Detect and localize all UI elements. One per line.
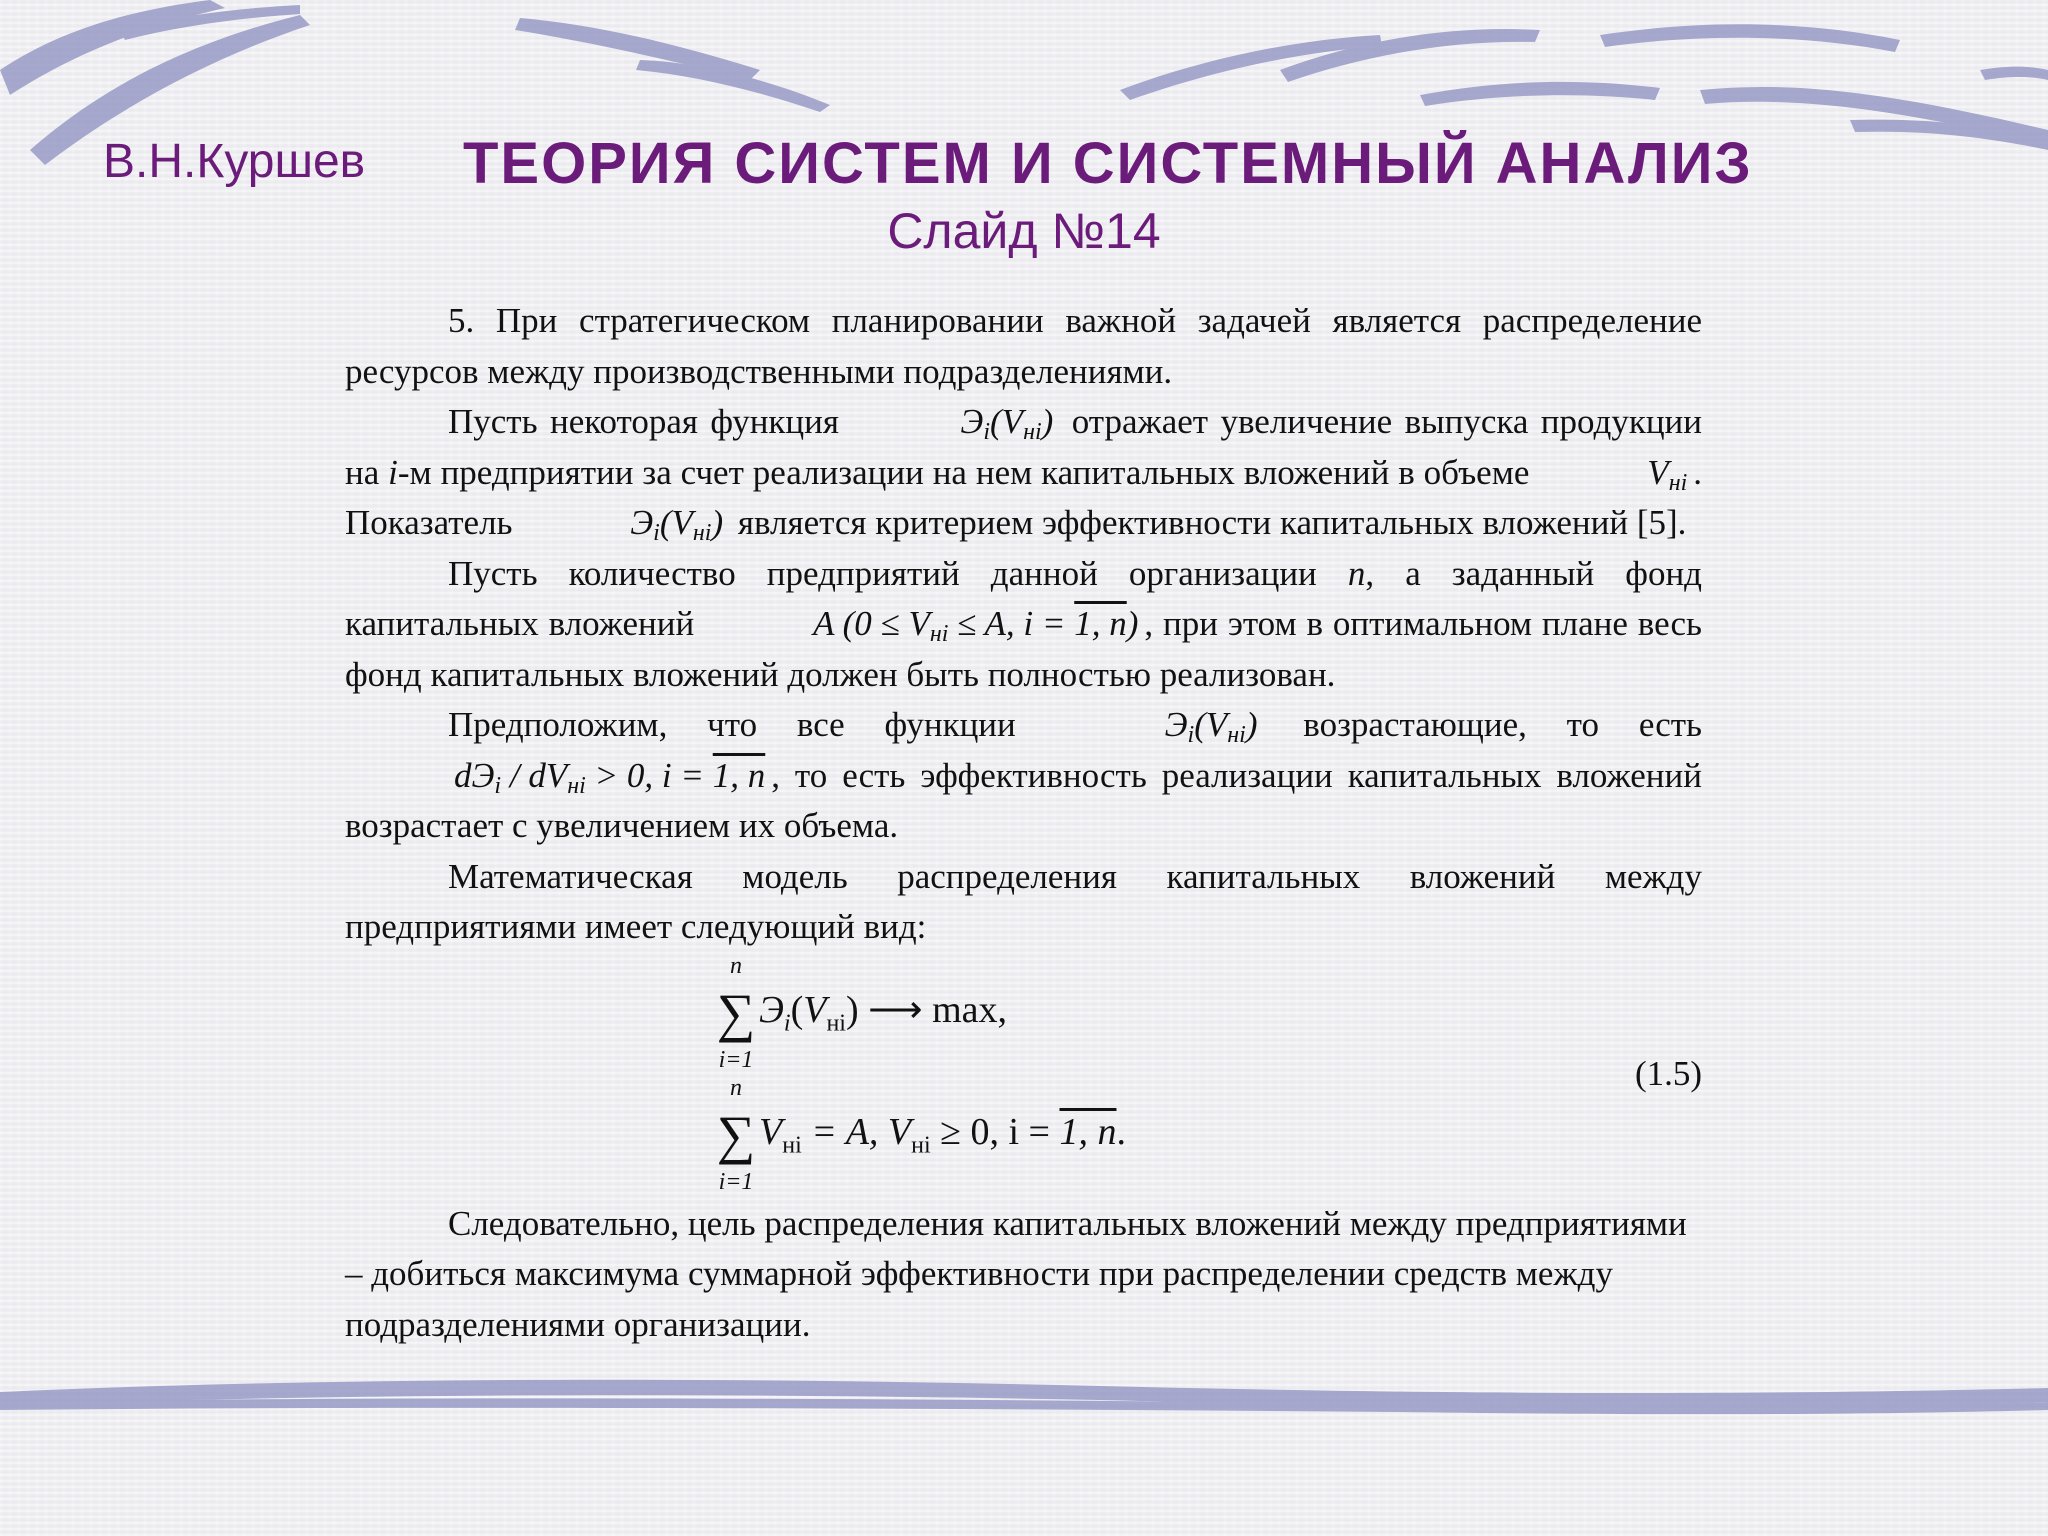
function-e-v: $Э_i(V_{нi})$ <box>960 402 1054 445</box>
paragraph-3 <box>345 549 1702 701</box>
text-run: . Показатель <box>345 452 1703 542</box>
variable-v: $V_{нi}$ <box>1647 452 1688 496</box>
text-run: , то есть эффективность реализации капитальных вложений возрастает с увеличением их объема. <box>345 755 1702 845</box>
brush-stroke <box>1420 82 1660 106</box>
paragraph-4 <box>345 700 1702 852</box>
sum-sign: n ∑ i=1 <box>716 952 756 1074</box>
text-run: i <box>388 452 398 492</box>
text-run: -м предприятии за счет реализации на нем капитальных вложений в объеме <box>397 452 1530 492</box>
brush-stroke <box>1120 35 1382 100</box>
text-run: , при этом в оптимальном плане весь фонд капитальных вложений должен быть полностью реализован. <box>345 604 1702 694</box>
text-run: Пусть количество предприятий данной организации <box>448 553 1317 593</box>
slide-number: Слайд №14 <box>887 203 1161 259</box>
slide-body <box>345 296 1702 1350</box>
text-run: Предположим, что все функции <box>448 705 1016 744</box>
text-run: возрастающие, то есть <box>1303 705 1703 744</box>
paragraph-5: Математическая модель распределения капитальных вложений между предприятиями имеет следующий вид: <box>345 856 1702 946</box>
equation-number: (1.5) <box>1634 1053 1702 1093</box>
brush-stroke <box>1280 29 1540 82</box>
paragraph-6: Следовательно, цель распределения капитальных вложений между предприятиями – добиться максимума суммарной эффективности при распределении средств между подразделениями организации. <box>345 1203 1687 1344</box>
paragraph-2 <box>345 397 1702 549</box>
derivative-condition: $dЭ_i / dV_{нi} > 0$, i = 1, n <box>454 755 766 799</box>
constraint-equation: n ∑ i=1 $V_{нi} = A$, $V_{нi} \ge 0$, i = 1, n. <box>713 1107 1126 1171</box>
text-run: , а заданный фонд капитальных вложений <box>345 553 1702 643</box>
course-title: ТЕОРИЯ СИСТЕМ И СИСТЕМНЫЙ АНАЛИЗ <box>463 131 1753 196</box>
brush-stroke <box>0 0 225 95</box>
author-name: В.Н.Куршев <box>103 135 366 188</box>
text-run: n <box>1347 553 1366 593</box>
function-e-v: $Э_i(V_{нi})$ <box>1164 705 1258 748</box>
objective-equation: n ∑ i=1 $Э_i(V_{нi})$ ⟶ max, <box>713 985 1007 1049</box>
slide-header <box>0 130 2048 270</box>
formula-1-5 <box>345 952 1702 1196</box>
fund-constraint: A ($0 \le V_{нi} \le A$, i = 1, n) <box>813 604 1139 647</box>
sum-sign: n ∑ i=1 <box>716 1074 756 1196</box>
text-run: отражает увеличение выпуска продукции на <box>345 402 1703 492</box>
text-run: Пусть некоторая функция <box>448 402 839 441</box>
brush-stroke <box>1600 24 1900 52</box>
brush-stroke <box>515 18 760 80</box>
function-e-v: $Э_i(V_{нi})$ <box>630 503 724 546</box>
paragraph-1: 5. При стратегическом планировании важной задачей является распределение ресурсов между производственными подразделениями. <box>345 301 1702 391</box>
brush-stroke <box>1980 67 2048 80</box>
text-run: является критерием эффективности капитальных вложений [5]. <box>737 503 1687 542</box>
